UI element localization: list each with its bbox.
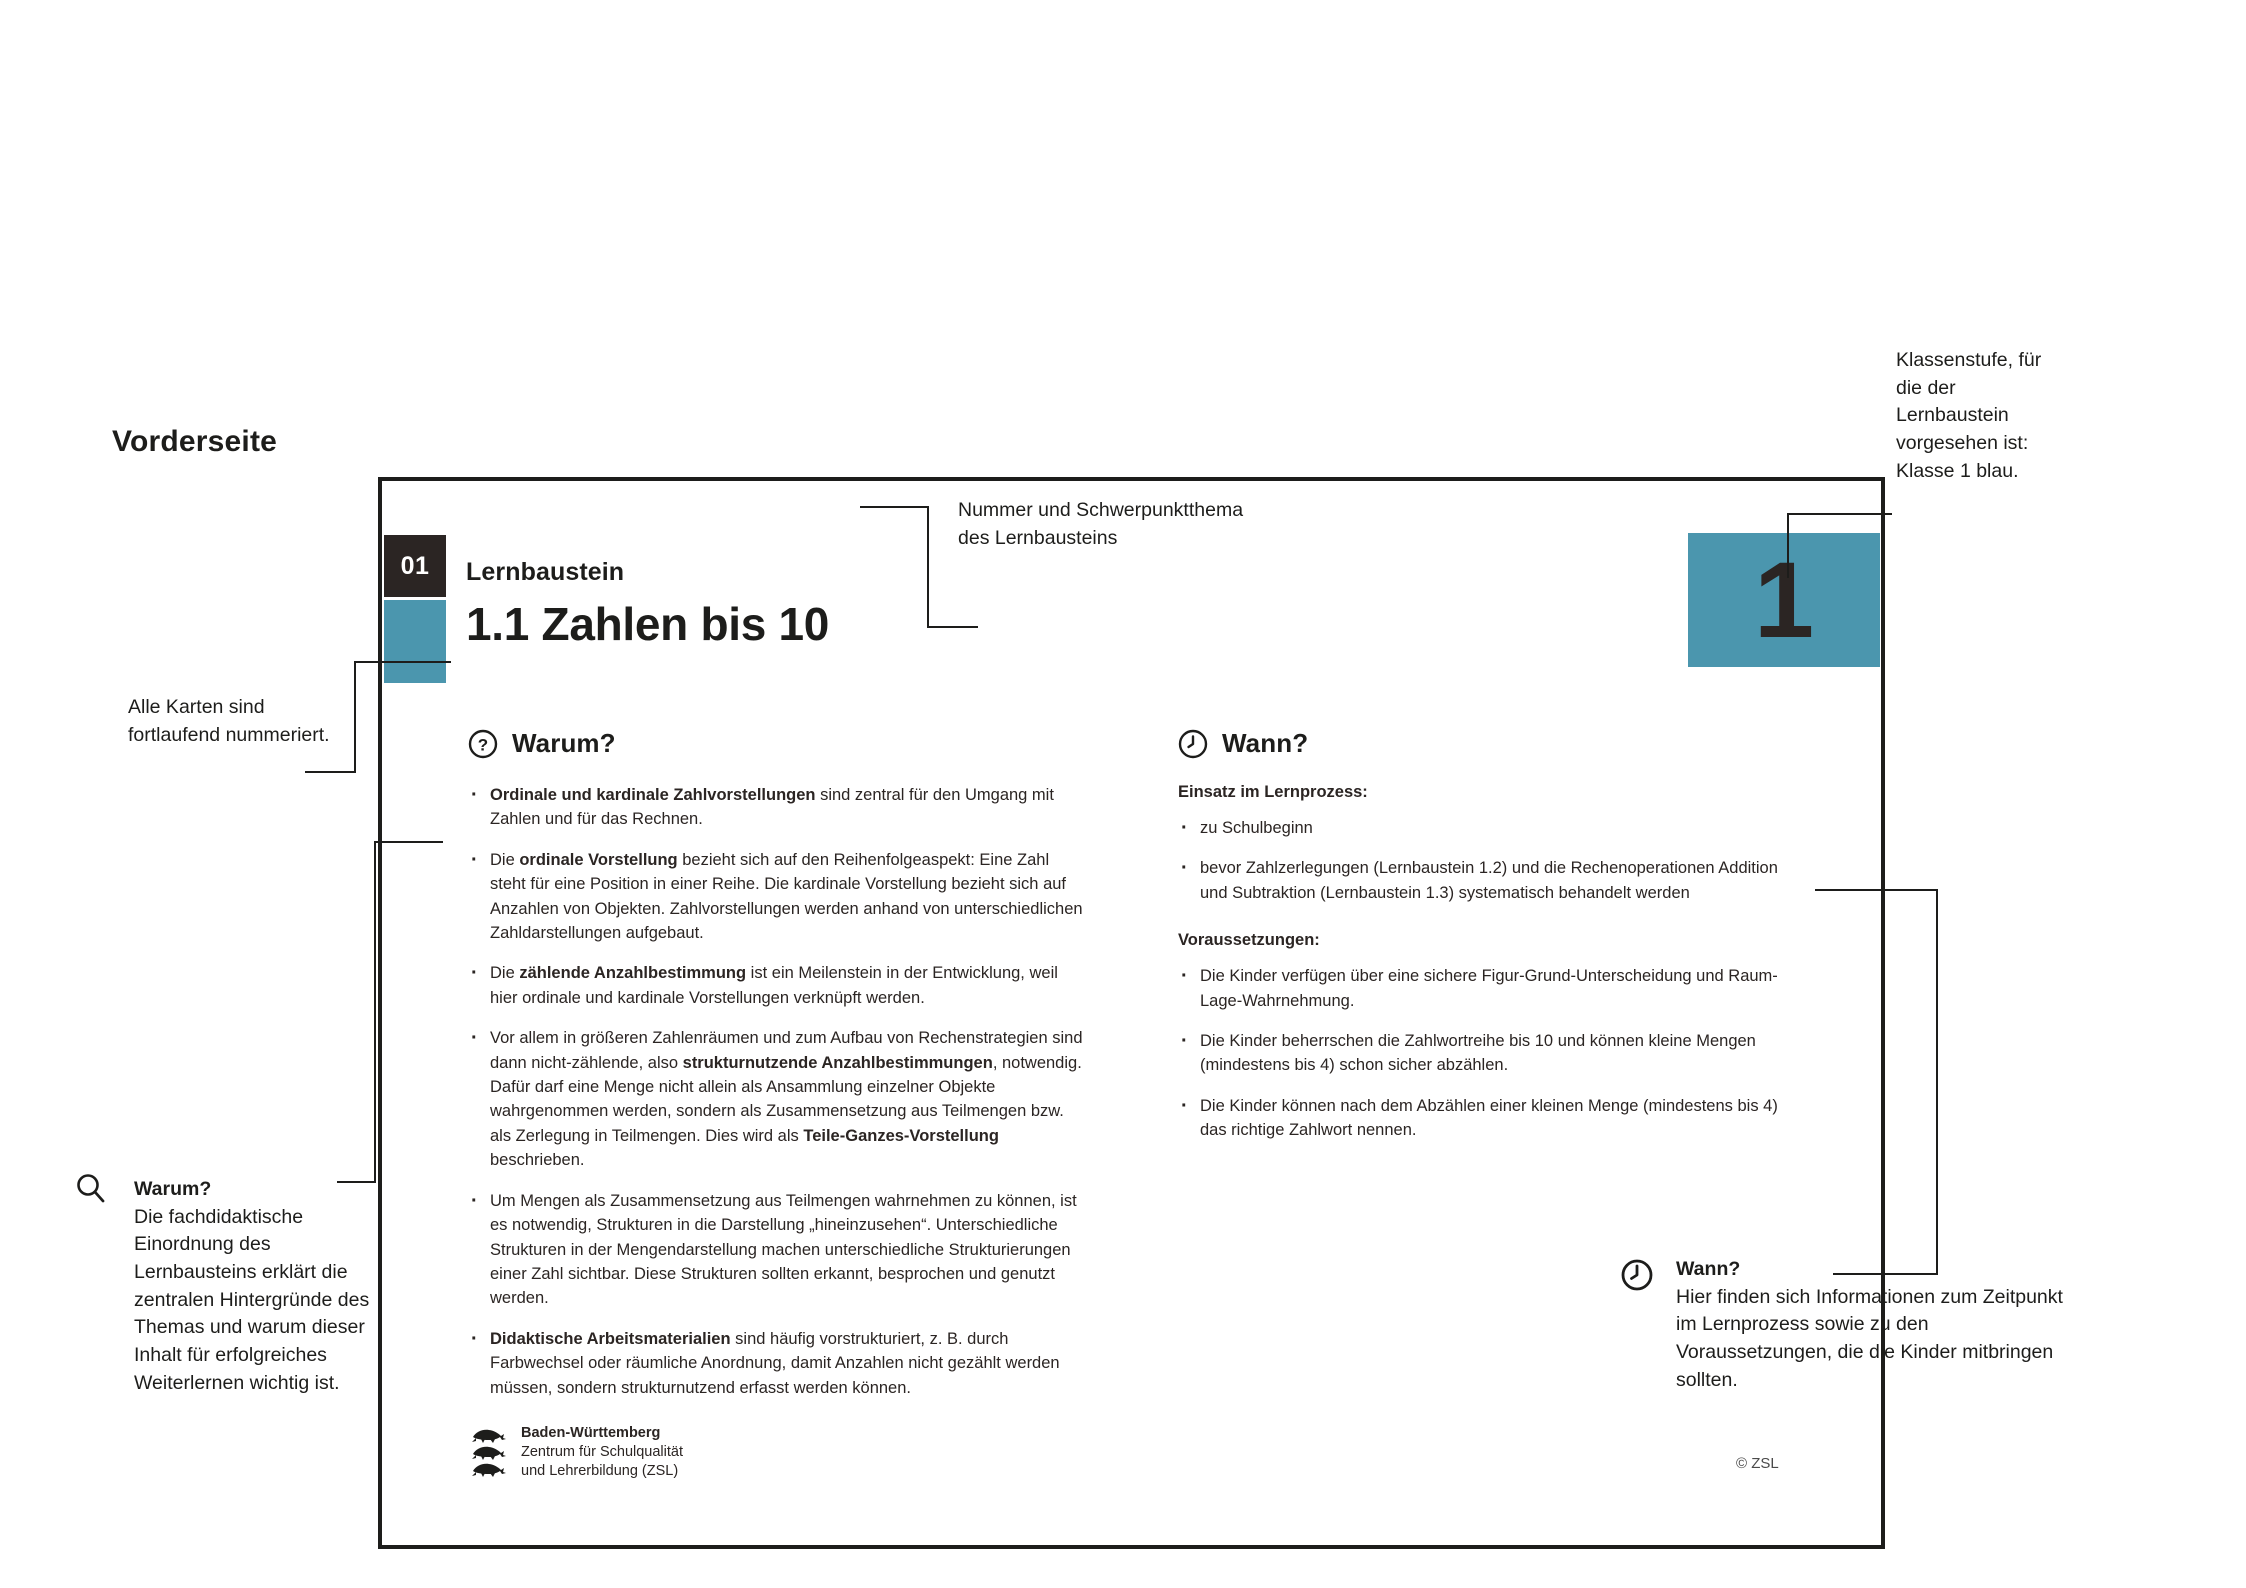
annotation-numbering: Alle Karten sind fortlaufend nummeriert.	[128, 696, 330, 746]
svg-text:?: ?	[477, 735, 489, 754]
class-level-badge: 1	[1688, 533, 1880, 667]
list-item: · zu Schulbeginn	[1178, 816, 1798, 840]
zsl-logo-line-3: und Lehrerbildung (ZSL)	[521, 1463, 679, 1480]
list-item: · Die ordinale Vorstellung bezieht sich auf den Reihenfolgeaspekt: Eine Zahl steht für eine Position in einer Reihe. Die kardinale Vorstellung bezieht sich auf Anzahlen von Objekten. Zahlvorstellungen werden anhand von unterschiedlichen Zahldarstellungen aufgebaut.	[468, 848, 1088, 946]
wann-subheading-voraussetzungen: Voraussetzungen:	[1178, 931, 1320, 950]
section-wann	[1178, 728, 1798, 1159]
annotation-warum-note-title: Warum?	[134, 1178, 212, 1200]
leader-line-wann-note	[1815, 888, 1940, 1278]
list-item: · Um Mengen als Zusammensetzung aus Teilmengen wahrnehmen zu können, ist es notwendig, Strukturen in die Darstellung „hineinzusehen“. Unterschiedliche Strukturen in der Mengendarstellung machen unterschiedliche Strukturierungen einer Zahl sichtbar. Diese Strukturen sollten erkannt, besprochen und genutzt werden.	[468, 1189, 1088, 1311]
list-item: · Didaktische Arbeitsmaterialien sind häufig vorstrukturiert, z. B. durch Farbwechsel oder räumliche Anordnung, damit Anzahlen nicht gezählt werden müssen, sondern strukturnutzend erfasst werden können.	[468, 1327, 1088, 1400]
list-item: · Die Kinder beherrschen die Zahlwortreihe bis 10 und können kleine Mengen (mindestens bis 4) schon sicher abzählen.	[1178, 1029, 1798, 1078]
card-number-badge: 01	[384, 535, 446, 597]
section-wann-header	[1178, 728, 1798, 759]
question-mark-circle-icon	[468, 729, 498, 759]
zsl-logo-line-1: Baden-Württemberg	[521, 1425, 661, 1441]
leader-line-warum-note	[337, 840, 447, 1185]
section-warum	[468, 728, 1088, 1416]
annotation-wann-note-body: Hier finden sich Informationen zum Zeitpunkt im Lernprozess sowie zu den Voraussetzungen, die die Kinder mitbringen sollten.	[1676, 1285, 2063, 1391]
section-warum-title: Warum?	[512, 728, 616, 758]
page-side-label: Vorderseite	[112, 425, 278, 458]
annotation-warum-note	[134, 1176, 434, 1398]
list-item: · bevor Zahlzerlegungen (Lernbaustein 1.2) und die Rechenoperationen Addition und Subtraktion (Lernbaustein 1.3) systematisch behandelt werden	[1178, 856, 1798, 905]
section-wann-title: Wann?	[1222, 728, 1309, 758]
zsl-logo	[470, 1424, 683, 1481]
baden-wuerttemberg-lions-icon	[470, 1424, 510, 1480]
leader-line-class-level	[1786, 512, 1896, 582]
annotation-class-level: Klassenstufe, für die der Lernbaustein vorgesehen ist: Klasse 1 blau.	[1896, 349, 2042, 482]
warum-bullet-list	[468, 783, 1088, 1400]
annotation-warum-note-body: Die fachdidaktische Einordnung des Lernbausteins erklärt die zentralen Hintergründe des Themas und warum dieser Inhalt für erfolgreiches Weiterlernen wichtig ist.	[134, 1205, 370, 1394]
section-warum-header	[468, 728, 1088, 759]
list-item: · Die zählende Anzahlbestimmung ist ein Meilenstein in der Entwicklung, weil hier ordinale und kardinale Vorstellungen verknüpft werden.	[468, 961, 1088, 1010]
card-kicker: Lernbaustein	[466, 558, 625, 586]
list-item: · Die Kinder verfügen über eine sichere Figur-Grund-Unterscheidung und Raum-Lage-Wahrnehmung.	[1178, 964, 1798, 1013]
magnifier-icon	[74, 1172, 108, 1206]
wann-bullet-list-einsatz	[1178, 816, 1798, 905]
zsl-logo-text	[521, 1424, 683, 1481]
zsl-logo-line-2: Zentrum für Schulqualität	[521, 1444, 683, 1461]
wann-subheading-einsatz: Einsatz im Lernprozess:	[1178, 783, 1368, 801]
copyright-notice: © ZSL	[1736, 1455, 1779, 1472]
annotation-number-theme: Nummer und Schwerpunktthema des Lernbausteins	[958, 499, 1244, 549]
list-item: · Ordinale und kardinale Zahlvorstellungen sind zentral für den Umgang mit Zahlen und für das Rechnen.	[468, 783, 1088, 832]
card-title: 1.1 Zahlen bis 10	[466, 598, 830, 650]
list-item: · Die Kinder können nach dem Abzählen einer kleinen Menge (mindestens bis 4) das richtige Zahlwort nennen.	[1178, 1094, 1798, 1143]
clock-icon	[1620, 1258, 1654, 1292]
wann-bullet-list-voraussetzungen	[1178, 964, 1798, 1142]
annotation-wann-note-title: Wann?	[1676, 1258, 1741, 1280]
annotation-wann-note	[1676, 1256, 2236, 1394]
list-item: · Vor allem in größeren Zahlenräumen und zum Aufbau von Rechenstrategien sind dann nicht-zählende, also strukturnutzende Anzahlbestimmungen, notwendig. Dafür darf eine Menge nicht allein als Ansammlung einzelner Objekte wahrgenommen werden, sondern als Zusammensetzung aus Teilmengen bzw. als Zerlegung in Teilmengen. Dies wird als Teile-Ganzes-Vorstellung beschrieben.	[468, 1026, 1088, 1172]
clock-icon	[1178, 729, 1208, 759]
